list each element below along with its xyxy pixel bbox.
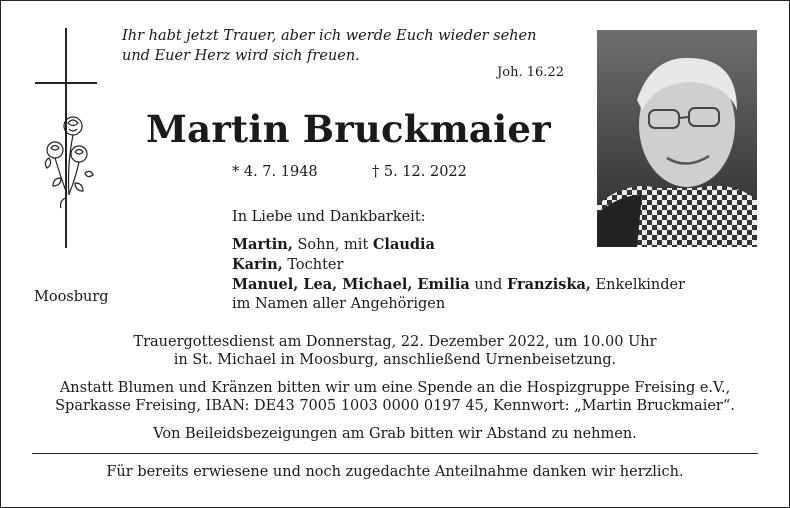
mourner-relation: Tochter [282, 257, 344, 273]
mourner-line-grandchildren [232, 275, 685, 295]
divider [32, 453, 758, 454]
mourner-name: Martin, [232, 236, 293, 253]
place-name: Moosburg [34, 289, 109, 305]
deceased-name: Martin Bruckmaier [146, 107, 551, 151]
quote-reference: Joh. 16.22 [497, 65, 564, 80]
quote-line-1: Ihr habt jetzt Trauer, aber ich werde Euch wieder sehen [122, 28, 537, 44]
bible-quote [122, 26, 567, 66]
thanks-note: Für bereits erwiesene und noch zugedachte Anteilnahme danken wir herzlich. [106, 464, 684, 480]
mourner-name: Claudia [372, 236, 435, 253]
mourner-line-all: im Namen aller Angehörigen [232, 296, 446, 312]
donation-info [0, 379, 790, 415]
donation-line-2: Sparkasse Freising, IBAN: DE43 7005 1003 0000 0197 45, Kennwort: „Martin Bruckmaier“. [55, 398, 735, 414]
mourner-relation: Enkelkinder [590, 277, 686, 293]
quote-line-2: und Euer Herz wird sich freuen. [122, 48, 360, 64]
mourner-relation: Sohn, mit [292, 237, 373, 253]
mourner-name: Franziska, [506, 276, 591, 293]
condolence-note: Von Beileidsbezeigungen am Grab bitten wir Abstand zu nehmen. [153, 426, 637, 442]
mourner-name: Manuel, Lea, Michael, Emilia [232, 276, 470, 293]
birth-date: * 4. 7. 1948 [232, 164, 318, 180]
mourner-line-daughter [232, 255, 685, 275]
mourner-name: Karin, [232, 256, 283, 273]
donation-line-1: Anstatt Blumen und Kränzen bitten wir um eine Spende an die Hospizgruppe Freising e.V., [59, 380, 731, 396]
portrait-photo [597, 30, 757, 247]
service-line-1: Trauergottesdienst am Donnerstag, 22. Dezember 2022, um 10.00 Uhr [133, 334, 657, 350]
mourners-intro: In Liebe und Dankbarkeit: [232, 209, 426, 225]
service-line-2: in St. Michael in Moosburg, anschließend Urnenbeisetzung. [173, 352, 617, 368]
funeral-service-info [0, 333, 790, 369]
death-date: † 5. 12. 2022 [372, 164, 467, 180]
mourner-relation: und [469, 277, 507, 293]
cross-with-roses-icon [35, 28, 97, 248]
